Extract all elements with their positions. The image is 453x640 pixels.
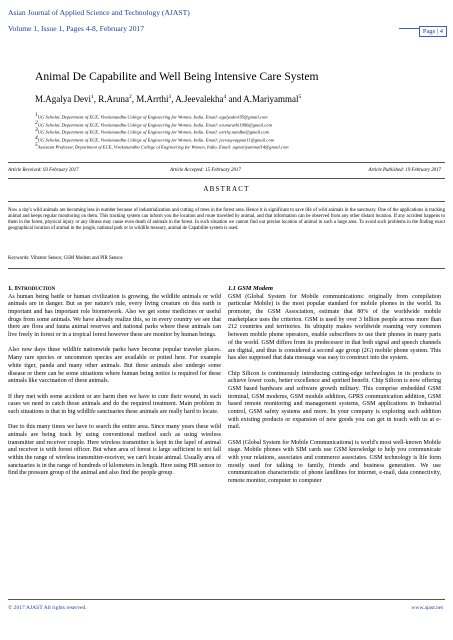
author-list xyxy=(35,94,301,104)
affiliation-marker: 2 xyxy=(35,119,38,126)
affiliation-text: UG Scholar, Department of ECE, Vivekanandha College of Engineering for Women, India. Email: arunarathi1996@gmail.com xyxy=(37,122,272,128)
paragraph: GSM (Global System for Mobile communications: originally from compilation particular Mobile) is the most popular standard for mobile phones in the world. Its promoter, the GSM Association, estimate that 80% of the worldwide mobile marketplace uses the criterion. GSM is used by over 3 billion people across more than 212 countries and territories. Its ubiquity makes worldwide roaming very common between mobile phone operators, enable subscribers to use their phones in many parts of the world. GSM differs from its predecessor in that both signal and speech channels are digital, and thus is considered a second age group (2G) mobile phone system. This has also supposed that data message was easy to construct into the system. xyxy=(228,293,441,362)
author-affiliation-marker: 2 xyxy=(129,94,132,100)
affiliation-line xyxy=(35,120,272,128)
paper-title: Animal De Capabilite and Well Being Intensive Care System xyxy=(35,70,319,83)
footer-copyright: © 2017 AJAST All rights reserved. xyxy=(8,605,87,611)
paragraph: If they met with some accident or are harm then we have to cure their wound, in such cases we need to catch those animals and do the required treatment. Main problem in such situations is that in big wildlife sanctuaries these animals are really hard to locate. xyxy=(8,393,221,415)
affiliation-marker: 4 xyxy=(35,134,38,141)
affiliation-line xyxy=(35,112,268,120)
affiliation-line xyxy=(35,135,274,143)
footer-rule xyxy=(8,599,445,600)
author-name: M.Arrthi xyxy=(136,94,169,104)
volume-info: Volume 1, Issue 1, Pages 4-8, February 2017 xyxy=(8,24,145,33)
author-affiliation-marker: 3 xyxy=(168,94,172,100)
abstract-heading: ABSTRACT xyxy=(203,185,250,193)
abstract-text: Now a day's wild animals are becoming less in number because of industrialization and cutting of trees in the forest area. Hence it is significant to save life of wild animals in the sanctuary. One of the applications is tracking animal and keeps regular monitoring on them. This tracking system can inform you the location and route travelled by animal, and that information can be observed from any other distant location. If any accident happens to them in the forest, physical injury or any illness may cause even death of animals in the forest. In such situation we cannot find out precise location of animal in such a large area. To avoid such problems in the finding exact geographical location of animal in the jungle, national park or in wildlife treasury, animal de Capabilite system is used. xyxy=(8,208,445,232)
affiliation-marker: 1 xyxy=(35,112,38,118)
journal-name: Asian Journal of Applied Science and Technology (AJAST) xyxy=(8,8,190,17)
author-name: A.Mariyammal xyxy=(243,94,299,104)
paragraph: Due to this many times we have to search the entire area. Since many years these wild animals are being track by using conventional method such as using wireless transmitter and receiver couple. Here wireless transmitter is kept in the lapel of animal and receiver is with forest officer. But when area of forest is large sufficient to not fall within the range of wireless transmitter-receiver, we can't locate animal. Usually area of sanctuaries is in the range of hundreds of kilometers in length. Here using PIR sensor to find the pressure group of the animal and also find the people group. xyxy=(8,424,221,477)
affiliation-line xyxy=(35,127,269,135)
divider xyxy=(8,268,445,269)
author-separator: , xyxy=(171,94,176,104)
author-separator: and xyxy=(226,94,244,104)
footer-website[interactable]: www.ajast.net xyxy=(411,605,443,611)
date-accepted: Article Accepted: 15 February 2017 xyxy=(170,168,241,173)
left-column xyxy=(8,285,221,486)
divider xyxy=(8,178,445,179)
affiliation-marker: 5 xyxy=(35,142,38,149)
section-heading xyxy=(8,285,221,293)
section-title: Introduction xyxy=(14,285,56,292)
date-received: Article Received: 03 February 2017 xyxy=(8,168,79,173)
affiliation-line xyxy=(35,142,289,150)
paragraph: Chip Silicon is continuously introducing cutting-edge technologies in its products to achieve lower costs, better excellence and spirited benefit. Chip Silicon is now offering GSM based hardware and software growth military. This comprise embedded GSM terminal, GSM modems, GSM module addition, GPRS communication addition, GSM based remote monitoring and management systems, GSM applications in Industrial control, GSM safety systems and more. In your company is exploring such addition with existing products or expansion of new goods you can get in touch with us at e-mail. xyxy=(228,370,441,431)
page-number: Page | 4 xyxy=(419,26,447,37)
author-affiliation-marker: 4 xyxy=(223,94,227,100)
section-number: 1. xyxy=(8,285,13,292)
author-name: M.Agalya Devi xyxy=(35,94,91,104)
author-affiliation-marker: 5 xyxy=(298,94,302,100)
divider xyxy=(8,162,445,163)
subsection-heading: 1.1 GSM Modem xyxy=(228,285,273,292)
affiliation-text: UG Scholar, Department of ECE, Vivekanandha College of Engineering for Women, India. Email: jeevasyvappan11@gmail.com xyxy=(37,137,275,143)
author-name: A.Jeevalekha xyxy=(175,94,224,104)
author-affiliation-marker: 1 xyxy=(91,94,94,100)
affiliation-text: UG Scholar, Department of ECE, Vivekanandha College of Engineering for Women, India. Email: arrthy.nandha@gmail.com xyxy=(37,129,269,135)
date-published: Article Published: 19 February 2017 xyxy=(368,168,441,173)
affiliation-text: UG Scholar, Department of ECE, Vivekanandha College of Engineering for Women, India. Email: agalyadevi95@gmail.com xyxy=(37,114,268,120)
affiliation-marker: 3 xyxy=(35,127,38,134)
paragraph: Also now days these wildlife nationwide parks have become popular traveler places. Many rare species or uncommon species are available or potted here. For example white tiger, panda and many other animals. But these animals also undergo some disease or there can be some situations where human being notice is required for these animals like vaccination of these animals. xyxy=(8,347,221,385)
divider xyxy=(8,201,445,202)
author-separator: , xyxy=(93,94,99,104)
paragraph: GSM (Global System for Mobile Communications) is world's most well-known Mobile stage. Mobile phones with SIM cards use GSM knowledge to help you communicate with your relations, associates and commerce associates. GSM technology is life form mostly used for talking to family, friends and business generation. We use communication characteristic of phone landlines for internet, e-mail, data connectivity, remote monitor, computer to computer xyxy=(228,439,441,485)
author-separator: , xyxy=(131,94,137,104)
keywords: Keywords: Vibrator Sensor, GSM Modem and PIR Sensor. xyxy=(8,256,124,261)
paragraph: As human being battle or human civilization is growing, the wildlife animals or wild animals are in danger. But as per nature's rule, every living creature on this earth is important and has important role biometwork. Also we get some medicines or useful drugs from some animals. We have already realize this, so in every country we see that there are flora and fauna animal reserves and national parks where these animals can live freely in forest or in a tropical forest however these are monitor by human beings. xyxy=(8,293,221,339)
affiliation-text: Assistant Professor, Department of ECE, Vivekanandha College of Engineering for Women, India. Email: aqmariyammal14@gmail.com xyxy=(37,144,289,150)
right-column xyxy=(228,285,441,494)
author-name: R.Aruna xyxy=(98,94,129,104)
